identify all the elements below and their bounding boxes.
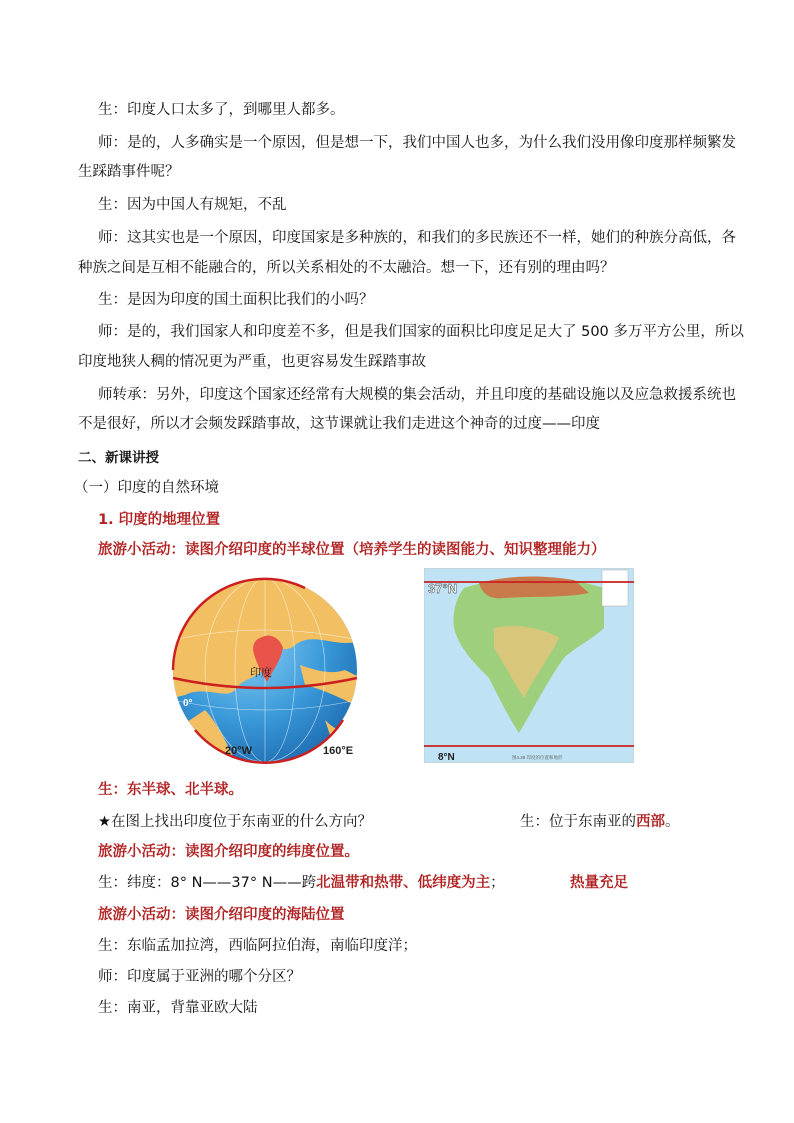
latitude-suffix: ； xyxy=(490,875,505,891)
paragraph: 不是很好，所以才会频发踩踏事故，这节课就让我们走进这个神奇的过度——印度 xyxy=(78,416,600,432)
answer-direction-prefix: 生：位于东南亚的 xyxy=(520,814,636,830)
subsection-heading: （一）印度的自然环境 xyxy=(74,480,219,496)
latitude-37n-label: 37°N xyxy=(428,581,458,596)
globe-figure xyxy=(165,570,365,770)
question-direction: ★在图上找出印度位于东南亚的什么方向？ xyxy=(98,814,372,830)
paragraph: 师：这其实也是一个原因，印度国家是多种族的，和我们的多民族还不一样，她们的种族分高低，各 xyxy=(98,230,736,246)
equator-label: 0° xyxy=(183,698,193,709)
meridian-160e-label: 160°E xyxy=(323,745,354,757)
activity-label: 旅游小活动：读图介绍印度的海陆位置 xyxy=(98,907,345,923)
answer-direction-suffix: 。 xyxy=(665,814,680,830)
globe-india-label: 印度 xyxy=(250,667,272,679)
activity-label: 旅游小活动：读图介绍印度的半球位置（培养学生的读图能力、知识整理能力） xyxy=(98,542,606,558)
section-heading: 二、新课讲授 xyxy=(78,450,159,466)
paragraph: 生：是因为印度的国土面积比我们的小吗？ xyxy=(98,292,374,308)
paragraph: 师：是的，人多确实是一个原因，但是想一下，我们中国人也多，为什么我们没用像印度那样频繁发 xyxy=(98,135,736,151)
latitude-prefix: 生：纬度：8° N——37° N——跨 xyxy=(98,875,317,891)
answer-direction-bold: 西部 xyxy=(636,814,665,830)
latitude-zones: 北温带和热带、低纬度为主 xyxy=(316,875,491,891)
question-region: 师：印度属于亚洲的哪个分区？ xyxy=(98,969,301,985)
paragraph: 生踩踏事件呢？ xyxy=(78,164,180,180)
answer-direction xyxy=(520,812,680,832)
paragraph: 师：是的，我们国家人和印度差不多，但是我们国家的面积比印度足足大了 500 多万平方公里，所以 xyxy=(98,324,744,340)
paragraph: 印度地狭人稠的情况更为严重，也更容易发生踩踏事故 xyxy=(78,354,426,370)
paragraph: 师转承：另外，印度这个国家还经常有大规模的集会活动，并且印度的基础设施以及应急救援系统也 xyxy=(98,387,736,403)
answer-hemisphere: 生：东半球、北半球。 xyxy=(98,782,243,798)
point-heading: 1. 印度的地理位置 xyxy=(98,512,221,528)
map-legend xyxy=(602,570,628,606)
answer-latitude xyxy=(98,873,505,893)
india-map-figure xyxy=(424,568,634,763)
latitude-note: 热量充足 xyxy=(570,875,628,891)
latitude-8n-label: 8°N xyxy=(438,752,455,763)
activity-label: 旅游小活动：读图介绍印度的纬度位置。 xyxy=(98,844,359,860)
paragraph: 生：因为中国人有规矩，不乱 xyxy=(98,197,287,213)
paragraph: 生：印度人口太多了，到哪里人都多。 xyxy=(98,102,345,118)
paragraph: 种族之间是互相不能融合的，所以关系相处的不太融洽。想一下，还有别的理由吗？ xyxy=(78,260,615,276)
meridian-20w-label: 20°W xyxy=(225,745,253,757)
map-caption: 图4.25 印度的位置和地形 xyxy=(512,755,563,760)
answer-region: 生：南亚，背靠亚欧大陆 xyxy=(98,1000,258,1016)
answer-sea-land: 生：东临孟加拉湾，西临阿拉伯海，南临印度洋； xyxy=(98,938,417,954)
